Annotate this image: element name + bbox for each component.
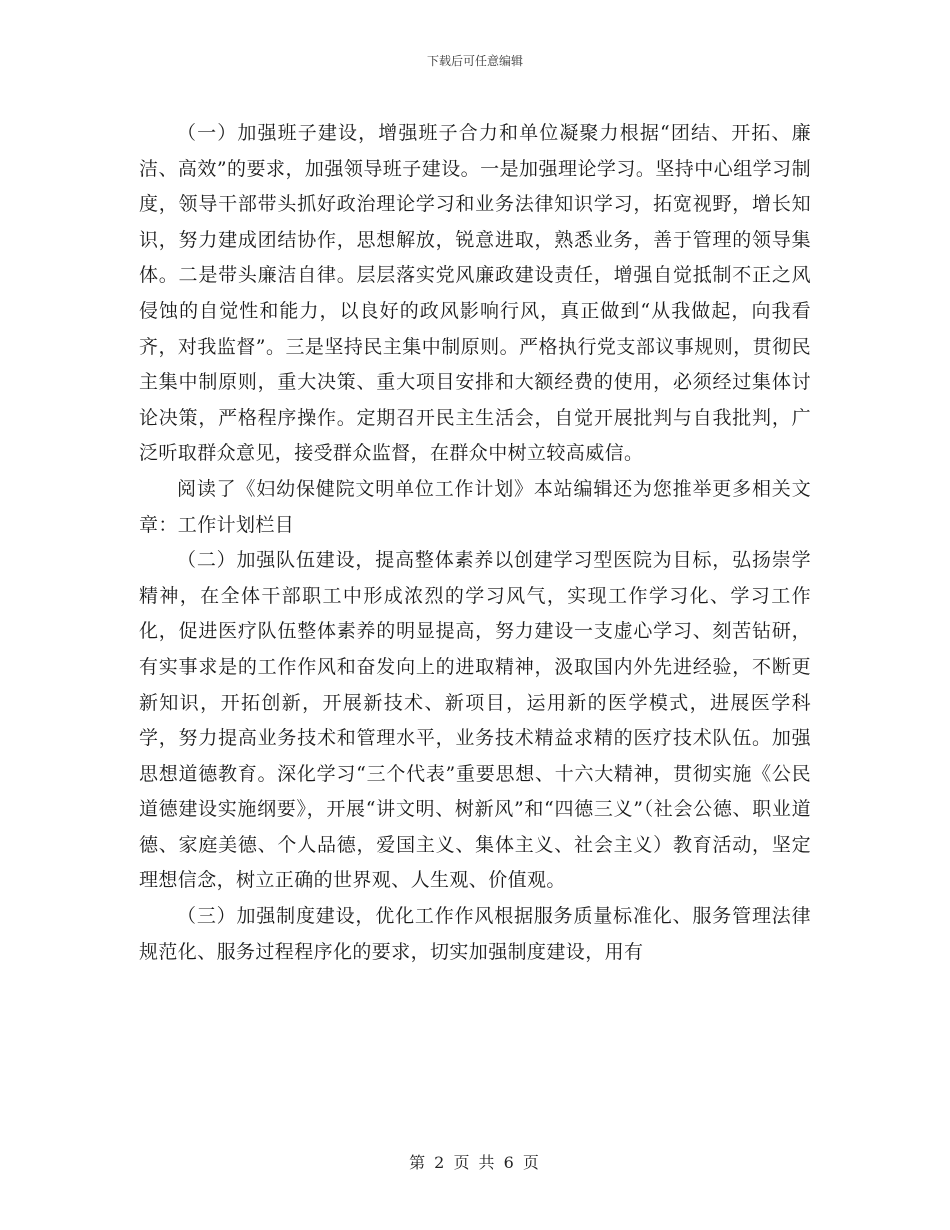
paragraph-team-building: （一）加强班子建设，增强班子合力和单位凝聚力根据“团结、开拓、廉洁、高效”的要求，加强领导班子建设。一是加强理论学习。坚持中心组学习制度，领导干部带头抓好政治理论学习和业务法律知识学习，拓宽视野，增长知识，努力建成团结协作，思想解放，锐意进取，熟悉业务，善于管理的领导集体。二是带头廉洁自律。层层落实党风廉政建设责任，增强自觉抵制不正之风侵蚀的自觉性和能力，以良好的政风影响行风，真正做到“从我做起，向我看齐，对我监督”。三是坚持民主集中制原则。严格执行党支部议事规则，贯彻民主集中制原则，重大决策、重大项目安排和大额经费的使用，必须经过集体讨论决策，严格程序操作。定期召开民主生活会，自觉开展批判与自我批判，广泛听取群众意见，接受群众监督，在群众中树立较高威信。 [139,122,811,465]
page-number: 第 2 页 共 6 页 [409,1153,541,1172]
paragraph-system-building: （三）加强制度建设，优化工作作风根据服务质量标准化、服务管理法律规范化、服务过程程序化的要求，切实加强制度建设，用有 [139,905,811,963]
paragraph-staff-building: （二）加强队伍建设，提高整体素养以创建学习型医院为目标，弘扬崇学精神，在全体干部职工中形成浓烈的学习风气，实现工作学习化、学习工作化，促进医疗队伍整体素养的明显提高，努力建设一支虚心学习、刻苦钻研，有实事求是的工作作风和奋发向上的进取精神，汲取国内外先进经验，不断更新知识，开拓创新，开展新技术、新项目，运用新的医学模式，进展医学科学，努力提高业务技术和管理水平，业务技术精益求精的医疗技术队伍。加强思想道德教育。深化学习“三个代表”重要思想、十六大精神，贯彻实施《公民道德建设实施纲要》，开展“讲文明、树新风”和“四德三义”（社会公德、职业道德、家庭美德、个人品德，爱国主义、集体主义、社会主义）教育活动，坚定理想信念，树立正确的世界观、人生观、价值观。 [139,549,811,892]
document-body [139,116,811,970]
page-header-note: 下载后可任意编辑 [426,54,523,68]
paragraph-related-articles: 阅读了《妇幼保健院文明单位工作计划》本站编辑还为您推举更多相关文章：工作计划栏目 [139,477,811,536]
